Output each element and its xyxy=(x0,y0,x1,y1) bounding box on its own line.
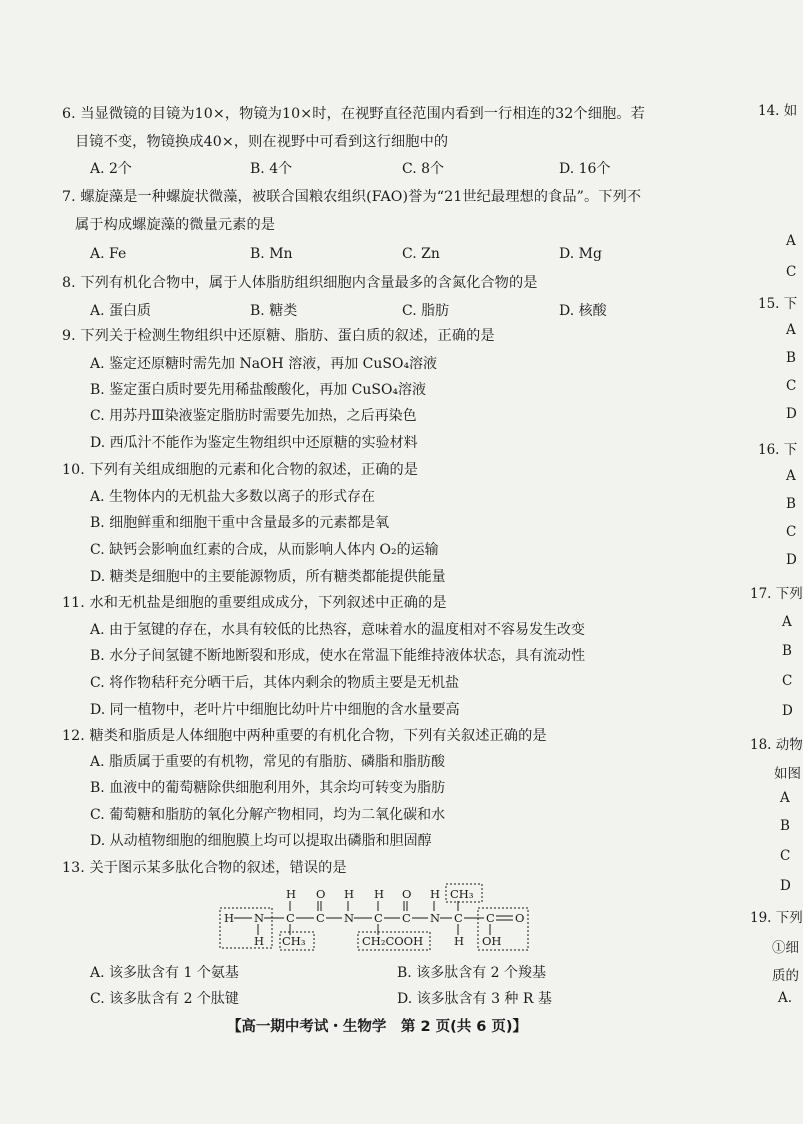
question-8-option-d: D. 核酸 xyxy=(559,303,607,319)
atom-h-2: H xyxy=(344,887,355,901)
edge-question-16: 16. 下 xyxy=(758,442,798,458)
edge-fragment-d2: D xyxy=(786,406,797,422)
atom-c-2: C xyxy=(316,911,325,925)
question-7-line-1: 7. 螺旋藻是一种螺旋状微藻，被联合国粮农组织(FAO)誉为“21世纪最理想的食品”。下列不 xyxy=(62,189,642,205)
r-group-ch3-bottom: CH₃ xyxy=(282,934,306,948)
right-column-fragment xyxy=(750,0,803,1124)
edge-fragment-b2: B xyxy=(786,350,796,366)
edge-question-17: 17. 下列 xyxy=(750,586,803,602)
atom-h-4: H xyxy=(430,887,441,901)
question-8-option-b: B. 糖类 xyxy=(250,303,298,319)
question-12-stem: 12. 糖类和脂质是人体细胞中两种重要的有机化合物，下列有关叙述正确的是 xyxy=(62,728,547,744)
question-10-option-c: C. 缺钙会影响血红素的合成，从而影响人体内 O₂的运输 xyxy=(90,542,439,558)
edge-fragment-c1: C xyxy=(786,264,797,280)
atom-h-6: H xyxy=(454,934,465,948)
edge-question-19-item-1: ①细 xyxy=(772,940,799,956)
question-6-option-b: B. 4个 xyxy=(250,161,293,177)
question-9-option-b: B. 鉴定蛋白质时要先用稀盐酸酸化，再加 CuSO₄溶液 xyxy=(90,382,427,398)
atom-o-3: O xyxy=(515,911,525,925)
question-12-option-a: A. 脂质属于重要的有机物，常见的有脂肪、磷脂和脂肪酸 xyxy=(90,754,446,770)
edge-question-19-continued: 质的 xyxy=(772,968,799,984)
atom-c-1: C xyxy=(286,911,295,925)
question-10-stem: 10. 下列有关组成细胞的元素和化合物的叙述，正确的是 xyxy=(62,462,419,478)
question-12-option-c: C. 葡萄糖和脂肪的氧化分解产物相同，均为二氧化碳和水 xyxy=(90,807,446,823)
r-group-ch3-top: CH₃ xyxy=(450,887,474,901)
question-6-option-a: A. 2个 xyxy=(90,161,132,177)
edge-question-14: 14. 如 xyxy=(758,103,798,119)
atom-c-4: C xyxy=(402,911,411,925)
edge-fragment-a4: A xyxy=(782,614,792,630)
edge-fragment-d4: D xyxy=(782,703,793,719)
question-13-stem: 13. 关于图示某多肽化合物的叙述，错误的是 xyxy=(62,860,347,876)
question-10-option-a: A. 生物体内的无机盐大多数以离子的形式存在 xyxy=(90,489,376,505)
edge-fragment-d5: D xyxy=(780,878,791,894)
question-11-option-d: D. 同一植物中，老叶片中细胞比幼叶片中细胞的含水量要高 xyxy=(90,702,460,718)
edge-question-18: 18. 动物 xyxy=(750,737,803,753)
question-6-option-d: D. 16个 xyxy=(559,161,611,177)
edge-fragment-c4: C xyxy=(782,673,793,689)
edge-fragment-b4: B xyxy=(782,643,792,659)
question-6-line-1: 6. 当显微镜的目镜为10×，物镜为10×时，在视野直径范围内看到一行相连的32个细胞。若 xyxy=(62,106,645,122)
page-footer: 【高一期中考试・生物学 第 2 页(共 6 页)】 xyxy=(226,1019,528,1035)
question-9-option-c: C. 用苏丹Ⅲ染液鉴定脂肪时需要先加热，之后再染色 xyxy=(90,408,417,424)
question-13-option-a: A. 该多肽含有 1 个氨基 xyxy=(90,965,239,981)
question-10-option-d: D. 糖类是细胞中的主要能源物质，所有糖类都能提供能量 xyxy=(90,569,446,585)
r-group-ch2cooh: CH₂COOH xyxy=(362,934,424,948)
edge-question-15: 15. 下 xyxy=(758,296,798,312)
atom-c-6: C xyxy=(486,911,495,925)
question-6-line-2: 目镜不变，物镜换成40×，则在视野中可看到这行细胞中的 xyxy=(75,134,449,150)
question-13-option-b: B. 该多肽含有 2 个羧基 xyxy=(397,965,546,981)
edge-fragment-c5: C xyxy=(780,848,791,864)
edge-fragment-c3: C xyxy=(786,524,797,540)
atom-c-3: C xyxy=(374,911,383,925)
question-11-option-a: A. 由于氢键的存在，水具有较低的比热容，意味着水的温度相对不容易发生改变 xyxy=(90,622,586,638)
edge-fragment-b5: B xyxy=(780,818,790,834)
question-8-option-c: C. 脂肪 xyxy=(402,303,450,319)
atom-n-3: N xyxy=(430,911,441,925)
question-7-line-2: 属于构成螺旋藻的微量元素的是 xyxy=(75,217,276,233)
edge-fragment-a5: A xyxy=(780,790,790,806)
question-9-stem: 9. 下列关于检测生物组织中还原糖、脂肪、蛋白质的叙述，正确的是 xyxy=(62,328,495,344)
question-12-option-d: D. 从动植物细胞的细胞膜上均可以提取出磷脂和胆固醇 xyxy=(90,833,432,849)
atom-h-1: H xyxy=(286,887,297,901)
edge-question-18-continued: 如图 xyxy=(774,766,801,782)
edge-fragment-a3: A xyxy=(786,468,796,484)
question-9-option-d: D. 西瓜汁不能作为鉴定生物组织中还原糖的实验材料 xyxy=(90,435,418,451)
atom-o-2: O xyxy=(402,887,412,901)
polypeptide-structure-diagram xyxy=(210,882,540,954)
question-7-option-a: A. Fe xyxy=(90,246,127,262)
question-11-stem: 11. 水和无机盐是细胞的重要组成成分，下列叙述中正确的是 xyxy=(62,595,447,611)
atom-n-1: N xyxy=(254,911,265,925)
question-7-option-c: C. Zn xyxy=(402,246,440,262)
question-10-option-b: B. 细胞鲜重和细胞干重中含量最多的元素都是氧 xyxy=(90,515,390,531)
atom-h-3: H xyxy=(374,887,385,901)
atom-oh: OH xyxy=(482,934,502,948)
question-9-option-a: A. 鉴定还原糖时需先加 NaOH 溶液，再加 CuSO₄溶液 xyxy=(90,356,438,372)
edge-question-19: 19. 下列 xyxy=(750,910,803,926)
question-8-option-a: A. 蛋白质 xyxy=(90,303,152,319)
question-8-stem: 8. 下列有机化合物中，属于人体脂肪组织细胞内含量最多的含氮化合物的是 xyxy=(62,275,538,291)
question-13-option-c: C. 该多肽含有 2 个肽键 xyxy=(90,991,239,1007)
edge-fragment-c2: C xyxy=(786,378,797,394)
atom-o-1: O xyxy=(316,887,326,901)
edge-fragment-a6: A. xyxy=(778,990,793,1006)
question-11-option-c: C. 将作物秸秆充分晒干后，其体内剩余的物质主要是无机盐 xyxy=(90,675,460,691)
question-13-option-d: D. 该多肽含有 3 种 R 基 xyxy=(397,991,552,1007)
atom-n-2: N xyxy=(344,911,355,925)
edge-fragment-a2: A xyxy=(786,322,796,338)
question-7-option-b: B. Mn xyxy=(250,246,293,262)
edge-fragment-d3: D xyxy=(786,552,797,568)
question-11-option-b: B. 水分子间氢键不断地断裂和形成，使水在常温下能维持液体状态，具有流动性 xyxy=(90,648,586,664)
question-12-option-b: B. 血液中的葡萄糖除供细胞利用外，其余均可转变为脂肪 xyxy=(90,780,446,796)
edge-fragment-a1: A xyxy=(786,233,796,249)
atom-h-amino: H xyxy=(224,911,235,925)
edge-fragment-b3: B xyxy=(786,496,796,512)
question-7-option-d: D. Mg xyxy=(559,246,602,262)
atom-c-5: C xyxy=(454,911,463,925)
question-6-option-c: C. 8个 xyxy=(402,161,445,177)
atom-h-5: H xyxy=(254,934,265,948)
